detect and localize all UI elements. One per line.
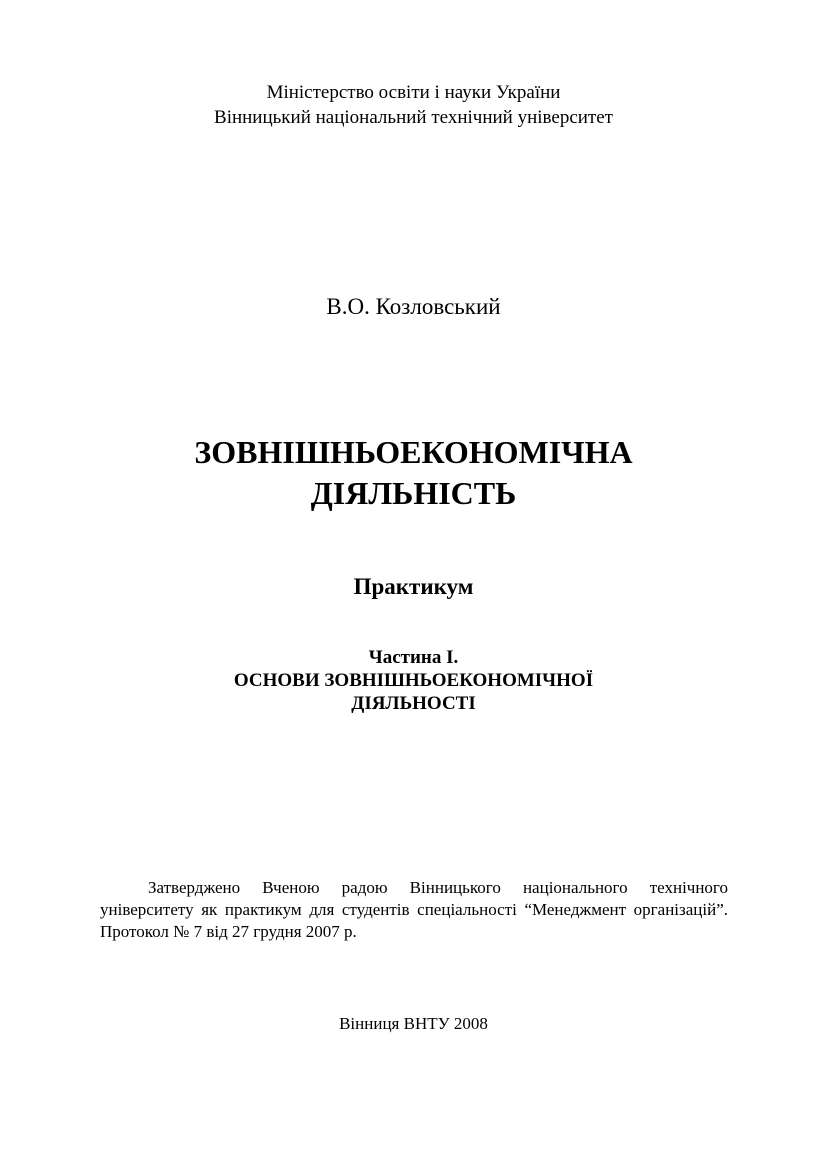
- publication-info: Вінниця ВНТУ 2008: [339, 1014, 488, 1033]
- document-title: [0, 432, 827, 514]
- part-heading: [0, 646, 827, 715]
- university-name: Вінницький національний технічний університет: [214, 107, 613, 128]
- ministry-name: Міністерство освіти і науки України: [266, 82, 561, 103]
- title-line-2: ДІЯЛЬНІСТЬ: [310, 475, 517, 511]
- part-name-line-2: ДІЯЛЬНОСТІ: [351, 693, 476, 714]
- document-subtitle: Практикум: [353, 574, 474, 599]
- part-name-line-1: ОСНОВИ ЗОВНІШНЬОЕКОНОМІЧНОЇ: [233, 670, 594, 691]
- approval-note: [100, 877, 728, 943]
- institution-header: [0, 80, 827, 130]
- title-line-1: ЗОВНІШНЬОЕКОНОМІЧНА: [194, 434, 633, 470]
- approval-text: Затверджено Вченою радою Вінницького національного технічного університету як практикум для студентів спеціальності “Менеджмент організацій”. Протокол № 7 від 27 грудня 2007 р.: [100, 878, 728, 941]
- author-name: В.О. Козловський: [326, 294, 501, 319]
- part-label: Частина І.: [368, 647, 459, 668]
